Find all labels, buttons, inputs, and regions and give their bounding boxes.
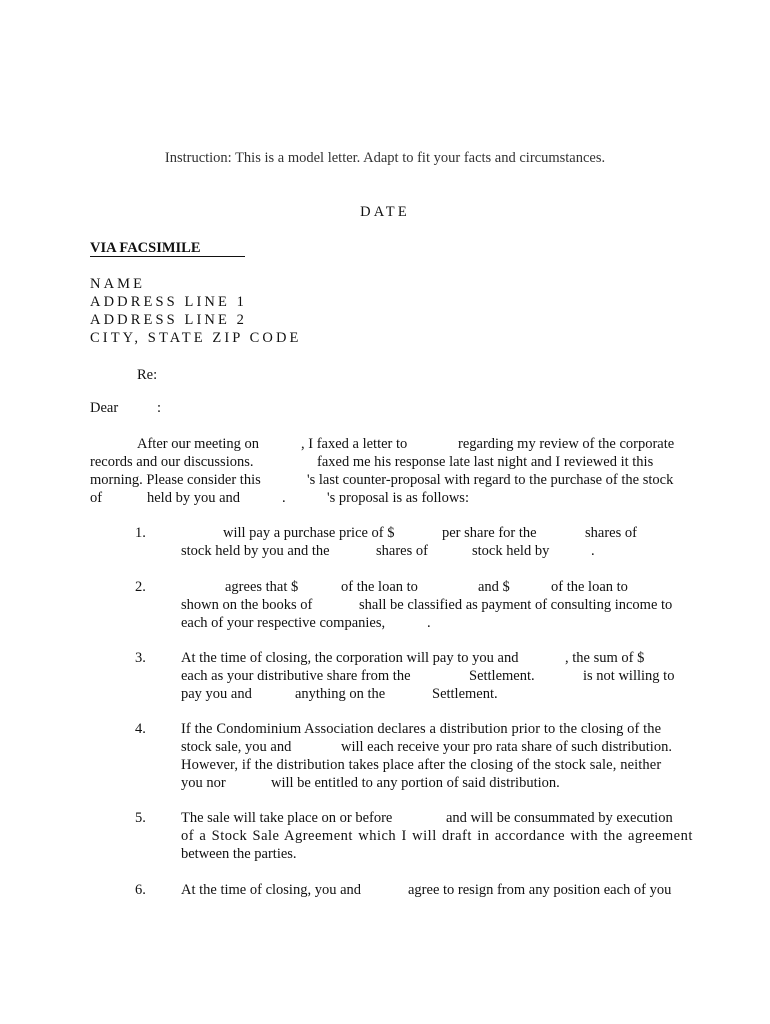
item-3-line-1-b: , the sum of $ — [565, 650, 645, 666]
delivery-method: VIA FACSIMILE — [90, 240, 245, 257]
intro-line-1-b: , I faxed a letter to — [301, 436, 408, 452]
intro-line-3-b: 's last counter-proposal with regard to the purchase of the stock — [307, 472, 674, 488]
item-3-number: 3. — [135, 650, 146, 666]
item-5-line-3: between the parties. — [181, 846, 297, 862]
item-5-number: 5. — [135, 810, 146, 826]
item-1-line-1-a: will pay a purchase price of $ — [223, 525, 395, 541]
item-2-line-3-b: . — [427, 615, 431, 631]
item-1-line-2-a: stock held by you and the — [181, 543, 330, 559]
item-3-line-2-a: each as your distributive share from the — [181, 668, 411, 684]
intro-line-4-d: 's proposal is as follows: — [327, 490, 469, 506]
item-3-line-2-c: is not willing to — [583, 668, 675, 684]
item-3-line-3-c: Settlement. — [432, 686, 498, 702]
item-3-line-1-a: At the time of closing, the corporation will pay to you and — [181, 650, 519, 666]
item-1-number: 1. — [135, 525, 146, 541]
item-4-line-2-a: stock sale, you and — [181, 739, 292, 755]
item-1-line-2-c: stock held by — [472, 543, 550, 559]
item-4-line-3: However, if the distribution takes place after the closing of the stock sale, neither — [181, 757, 662, 773]
item-3-line-3-a: pay you and — [181, 686, 252, 702]
instruction-note: Instruction: This is a model letter. Adapt to fit your facts and circumstances. — [164, 150, 606, 166]
item-1-line-1-c: shares of — [585, 525, 637, 541]
item-4-line-4-b: will be entitled to any portion of said distribution. — [271, 775, 560, 791]
item-2-line-2-b: shall be classified as payment of consulting income to — [359, 597, 673, 613]
item-2-number: 2. — [135, 579, 146, 595]
item-3-line-3-b: anything on the — [295, 686, 386, 702]
intro-line-4-b: held by you and — [147, 490, 241, 506]
intro-line-4-c: . — [282, 490, 286, 506]
address-line-2: ADDRESS LINE 2 — [90, 312, 247, 328]
item-3-line-2-b: Settlement. — [469, 668, 535, 684]
intro-line-1-c: regarding my review of the corporate — [458, 436, 675, 452]
item-2-line-1-a: agrees that $ — [225, 579, 299, 595]
item-2-line-3-a: each of your respective companies, — [181, 615, 386, 631]
item-5-line-1-b: and will be consummated by execution — [446, 810, 673, 826]
city-state-zip: CITY, STATE ZIP CODE — [90, 330, 302, 346]
intro-line-3-a: morning. Please consider this — [90, 472, 261, 488]
item-1-line-2-b: shares of — [376, 543, 428, 559]
item-1-line-2-d: . — [591, 543, 595, 559]
item-4-line-2-b: will each receive your pro rata share of such distribution. — [341, 739, 672, 755]
item-6-line-1-b: agree to resign from any position each of you — [408, 882, 672, 898]
recipient-name: NAME — [90, 276, 146, 292]
item-2-line-1-d: of the loan to — [551, 579, 628, 595]
intro-line-2-b: faxed me his response late last night and I reviewed it this — [317, 454, 654, 470]
salutation-colon: : — [157, 400, 162, 416]
item-2-line-1-c: and $ — [478, 579, 510, 595]
item-4-line-4-a: you nor — [181, 775, 226, 791]
item-5-line-1-a: The sale will take place on or before — [181, 810, 393, 826]
re-label: Re: — [137, 367, 158, 383]
date-line: DATE — [360, 204, 410, 220]
item-6-line-1-a: At the time of closing, you and — [181, 882, 362, 898]
item-5-line-2: of a Stock Sale Agreement which I will draft in accordance with the agreement — [181, 828, 693, 844]
item-6-number: 6. — [135, 882, 146, 898]
address-line-1: ADDRESS LINE 1 — [90, 294, 247, 310]
item-2-line-2-a: shown on the books of — [181, 597, 313, 613]
item-4-number: 4. — [135, 721, 146, 737]
item-2-line-1-b: of the loan to — [341, 579, 418, 595]
intro-line-4-a: of — [90, 490, 103, 506]
intro-line-1-a: After our meeting on — [137, 436, 260, 452]
item-1-line-1-b: per share for the — [442, 525, 537, 541]
item-4-line-1: If the Condominium Association declares a distribution prior to the closing of the — [181, 721, 662, 737]
intro-line-2-a: records and our discussions. — [90, 454, 254, 470]
salutation: Dear — [90, 400, 119, 416]
